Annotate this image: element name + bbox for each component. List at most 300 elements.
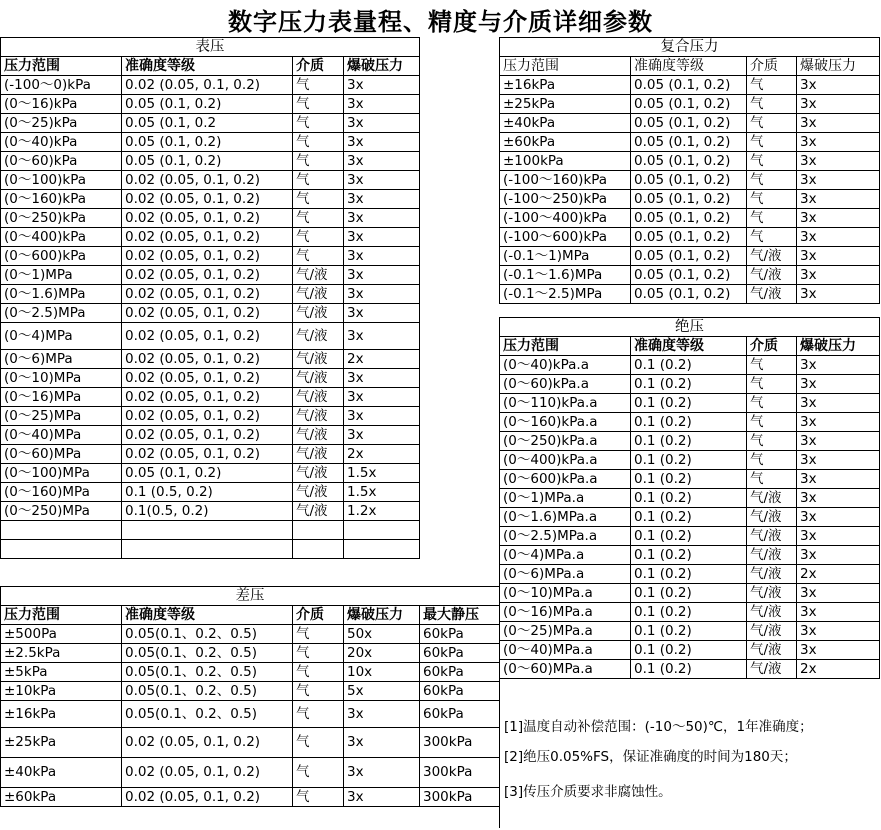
table-cell: 0.05 (0.1, 0.2) xyxy=(122,133,293,152)
compound-pressure-table xyxy=(499,37,880,304)
table-row xyxy=(500,432,880,451)
table-cell: 3x xyxy=(344,701,420,728)
table-cell: 0.05 (0.1, 0.2) xyxy=(631,95,747,114)
table-cell: 0.1 (0.2) xyxy=(631,470,747,489)
table-row xyxy=(1,426,420,445)
table-cell: 3x xyxy=(797,546,880,565)
table-cell: 气/液 xyxy=(747,565,797,584)
table-row xyxy=(500,565,880,584)
table-cell: 气/液 xyxy=(747,489,797,508)
table-cell: 0.1 (0.2) xyxy=(631,641,747,660)
table-cell: 0.02 (0.05, 0.1, 0.2) xyxy=(122,209,293,228)
table-cell: 3x xyxy=(344,76,420,95)
table-row xyxy=(500,356,880,375)
table-cell: 3x xyxy=(344,114,420,133)
table-cell: (0～16)MPa.a xyxy=(500,603,631,622)
table-cell: 0.02 (0.05, 0.1, 0.2) xyxy=(122,426,293,445)
table-cell: 3x xyxy=(344,209,420,228)
table-row xyxy=(500,413,880,432)
table-row xyxy=(1,76,420,95)
table-cell: (0～400)kPa.a xyxy=(500,451,631,470)
table-cell: 5x xyxy=(344,682,420,701)
table-cell: 0.1 (0.2) xyxy=(631,489,747,508)
table-cell: 3x xyxy=(344,133,420,152)
column-header-row xyxy=(500,57,880,76)
table-row xyxy=(500,266,880,285)
table-cell: 300kPa xyxy=(420,758,500,788)
table-cell: 20x xyxy=(344,644,420,663)
section-header-row xyxy=(1,587,500,606)
table-cell: (0～16)MPa xyxy=(1,388,122,407)
note-3: [3]传压介质要求非腐蚀性。 xyxy=(504,784,672,800)
table-row xyxy=(1,114,420,133)
table-cell: 2x xyxy=(797,660,880,679)
table-cell: 气 xyxy=(747,171,797,190)
blank-cell xyxy=(293,540,344,559)
table-cell: 3x xyxy=(797,489,880,508)
table-cell: 气 xyxy=(747,394,797,413)
table-cell: 3x xyxy=(797,356,880,375)
table-row xyxy=(500,133,880,152)
table-cell: (0～2.5)MPa xyxy=(1,304,122,323)
table-cell: 0.1 (0.2) xyxy=(631,394,747,413)
table-cell: (0～25)MPa.a xyxy=(500,622,631,641)
table-row xyxy=(1,483,420,502)
column-header: 介质 xyxy=(747,57,797,76)
table-cell: 0.05 (0.1, 0.2) xyxy=(631,247,747,266)
table-row xyxy=(1,369,420,388)
table-cell: (0～250)kPa xyxy=(1,209,122,228)
table-cell: 0.02 (0.05, 0.1, 0.2) xyxy=(122,190,293,209)
table-cell: 0.05 (0.1, 0.2) xyxy=(631,152,747,171)
section-title: 绝压 xyxy=(500,318,880,337)
table-cell: (0～40)kPa.a xyxy=(500,356,631,375)
table-row xyxy=(1,350,420,369)
table-cell: 0.02 (0.05, 0.1, 0.2) xyxy=(122,285,293,304)
table-cell: (0～100)MPa xyxy=(1,464,122,483)
table-cell: (0～1.6)MPa xyxy=(1,285,122,304)
table-cell: 气 xyxy=(747,95,797,114)
blank-row xyxy=(1,540,420,559)
table-cell: 气/液 xyxy=(293,502,344,521)
table-cell: 3x xyxy=(797,508,880,527)
table-cell: 气/液 xyxy=(293,369,344,388)
table-cell: 气/液 xyxy=(293,350,344,369)
column-header: 准确度等级 xyxy=(631,337,747,356)
table-row xyxy=(500,247,880,266)
table-cell: 气 xyxy=(293,76,344,95)
table-cell: 300kPa xyxy=(420,788,500,807)
table-cell: (-100～600)kPa xyxy=(500,228,631,247)
column-header: 介质 xyxy=(747,337,797,356)
table-cell: (0～40)kPa xyxy=(1,133,122,152)
blank-cell xyxy=(344,540,420,559)
table-cell: 3x xyxy=(344,228,420,247)
table-row xyxy=(500,375,880,394)
table-row xyxy=(500,76,880,95)
table-cell: 气 xyxy=(747,413,797,432)
table-cell: 3x xyxy=(344,788,420,807)
table-row xyxy=(500,190,880,209)
table-cell: 3x xyxy=(344,266,420,285)
table-cell: 气/液 xyxy=(747,622,797,641)
table-cell: ±60kPa xyxy=(500,133,631,152)
table-cell: 3x xyxy=(797,622,880,641)
table-cell: (0～250)kPa.a xyxy=(500,432,631,451)
table-cell: 0.1 (0.2) xyxy=(631,508,747,527)
table-cell: 0.02 (0.05, 0.1, 0.2) xyxy=(122,350,293,369)
table-cell: 0.02 (0.05, 0.1, 0.2) xyxy=(122,76,293,95)
table-cell: 3x xyxy=(344,369,420,388)
table-cell: 气/液 xyxy=(747,247,797,266)
blank-cell xyxy=(344,521,420,540)
table-cell: 气 xyxy=(293,95,344,114)
table-cell: (0～250)MPa xyxy=(1,502,122,521)
table-row xyxy=(500,622,880,641)
table-row xyxy=(1,247,420,266)
table-cell: (0～160)kPa.a xyxy=(500,413,631,432)
table-cell: 气 xyxy=(747,133,797,152)
table-cell: 气/液 xyxy=(293,304,344,323)
table-cell: 3x xyxy=(797,171,880,190)
table-cell: 气 xyxy=(293,190,344,209)
table-cell: 0.1 (0.5, 0.2) xyxy=(122,483,293,502)
table-cell: 60kPa xyxy=(420,701,500,728)
table-cell: 气 xyxy=(293,209,344,228)
column-header: 爆破压力 xyxy=(797,337,880,356)
table-cell: (0～110)kPa.a xyxy=(500,394,631,413)
column-header-row xyxy=(1,606,500,625)
table-row xyxy=(500,470,880,489)
column-header: 准确度等级 xyxy=(631,57,747,76)
table-row xyxy=(500,584,880,603)
column-header: 爆破压力 xyxy=(797,57,880,76)
table-cell: 0.02 (0.05, 0.1, 0.2) xyxy=(122,445,293,464)
table-cell: (0～25)kPa xyxy=(1,114,122,133)
table-cell: 50x xyxy=(344,625,420,644)
table-cell: (0～1)MPa.a xyxy=(500,489,631,508)
table-row xyxy=(500,546,880,565)
table-cell: 气/液 xyxy=(293,483,344,502)
column-header: 爆破压力 xyxy=(344,57,420,76)
table-cell: 3x xyxy=(344,407,420,426)
column-header: 压力范围 xyxy=(1,606,122,625)
table-cell: 0.05 (0.1, 0.2) xyxy=(631,171,747,190)
table-cell: 0.05(0.1、0.2、0.5) xyxy=(122,682,293,701)
column-header: 介质 xyxy=(293,606,344,625)
table-row xyxy=(1,464,420,483)
table-cell: 0.02 (0.05, 0.1, 0.2) xyxy=(122,228,293,247)
table-cell: 2x xyxy=(344,445,420,464)
table-row xyxy=(1,304,420,323)
section-header-row xyxy=(500,38,880,57)
table-cell: 气/液 xyxy=(293,266,344,285)
table-cell: 0.1 (0.2) xyxy=(631,584,747,603)
table-cell: 0.02 (0.05, 0.1, 0.2) xyxy=(122,247,293,266)
table-cell: 3x xyxy=(344,304,420,323)
table-cell: 0.1(0.5, 0.2) xyxy=(122,502,293,521)
table-row xyxy=(1,758,500,788)
table-cell: 3x xyxy=(344,247,420,266)
table-cell: 0.1 (0.2) xyxy=(631,660,747,679)
table-row xyxy=(1,502,420,521)
table-cell: 3x xyxy=(344,728,420,758)
table-cell: 气 xyxy=(293,625,344,644)
table-cell: 3x xyxy=(797,247,880,266)
table-cell: ±25kPa xyxy=(1,728,122,758)
column-header: 压力范围 xyxy=(1,57,122,76)
table-cell: 3x xyxy=(797,603,880,622)
table-cell: 1.2x xyxy=(344,502,420,521)
table-cell: ±5kPa xyxy=(1,663,122,682)
table-cell: 0.1 (0.2) xyxy=(631,565,747,584)
column-header: 准确度等级 xyxy=(122,57,293,76)
table-row xyxy=(500,603,880,622)
table-cell: ±16kPa xyxy=(1,701,122,728)
table-cell: 3x xyxy=(344,426,420,445)
table-cell: 0.05 (0.1, 0.2) xyxy=(631,76,747,95)
table-cell: 3x xyxy=(344,388,420,407)
table-cell: ±100kPa xyxy=(500,152,631,171)
table-cell: 气 xyxy=(747,190,797,209)
table-cell: 气/液 xyxy=(293,285,344,304)
table-cell: 0.02 (0.05, 0.1, 0.2) xyxy=(122,171,293,190)
table-cell: ±60kPa xyxy=(1,788,122,807)
absolute-pressure-table xyxy=(499,317,880,679)
table-cell: 气/液 xyxy=(747,285,797,304)
table-row xyxy=(1,663,500,682)
table-cell: 气 xyxy=(293,682,344,701)
section-title: 表压 xyxy=(1,38,420,57)
table-cell: (0～60)kPa xyxy=(1,152,122,171)
table-cell: 0.02 (0.05, 0.1, 0.2) xyxy=(122,304,293,323)
table-row xyxy=(1,190,420,209)
table-row xyxy=(1,171,420,190)
table-cell: 3x xyxy=(797,413,880,432)
table-cell: 0.1 (0.2) xyxy=(631,603,747,622)
table-cell: (0～6)MPa.a xyxy=(500,565,631,584)
table-cell: 0.02 (0.05, 0.1, 0.2) xyxy=(122,266,293,285)
table-cell: 3x xyxy=(344,171,420,190)
table-cell: 气 xyxy=(293,701,344,728)
table-cell: 3x xyxy=(797,133,880,152)
table-cell: 气 xyxy=(293,728,344,758)
blank-cell xyxy=(122,521,293,540)
table-row xyxy=(500,209,880,228)
table-cell: 3x xyxy=(797,266,880,285)
table-cell: 0.05(0.1、0.2、0.5) xyxy=(122,663,293,682)
table-cell: 0.05 (0.1, 0.2) xyxy=(631,190,747,209)
table-cell: (0～600)kPa.a xyxy=(500,470,631,489)
table-cell: ±25kPa xyxy=(500,95,631,114)
table-cell: 0.02 (0.05, 0.1, 0.2) xyxy=(122,758,293,788)
table-cell: (-100～160)kPa xyxy=(500,171,631,190)
column-header-row xyxy=(1,57,420,76)
table-cell: 0.1 (0.2) xyxy=(631,546,747,565)
table-row xyxy=(500,285,880,304)
table-cell: 气/液 xyxy=(293,407,344,426)
table-cell: 0.05 (0.1, 0.2) xyxy=(122,95,293,114)
table-cell: 气 xyxy=(293,663,344,682)
table-cell: (0～16)kPa xyxy=(1,95,122,114)
table-cell: 1.5x xyxy=(344,464,420,483)
table-cell: (-0.1～1.6)MPa xyxy=(500,266,631,285)
table-cell: (0～1)MPa xyxy=(1,266,122,285)
table-cell: 0.02 (0.05, 0.1, 0.2) xyxy=(122,728,293,758)
table-cell: (0～60)MPa xyxy=(1,445,122,464)
table-cell: 3x xyxy=(344,95,420,114)
table-cell: (0～1.6)MPa.a xyxy=(500,508,631,527)
table-cell: 气/液 xyxy=(293,445,344,464)
table-cell: 3x xyxy=(344,285,420,304)
table-cell: 气 xyxy=(747,114,797,133)
table-cell: (0～2.5)MPa.a xyxy=(500,527,631,546)
table-cell: 气/液 xyxy=(293,388,344,407)
table-cell: 气/液 xyxy=(747,641,797,660)
table-cell: (0～4)MPa xyxy=(1,323,122,350)
table-row xyxy=(500,152,880,171)
table-cell: 气 xyxy=(293,247,344,266)
table-row xyxy=(1,788,500,807)
table-cell: (0～10)MPa xyxy=(1,369,122,388)
table-cell: 10x xyxy=(344,663,420,682)
column-header: 压力范围 xyxy=(500,337,631,356)
table-cell: (0～100)kPa xyxy=(1,171,122,190)
table-row xyxy=(500,394,880,413)
page-title: 数字压力表量程、精度与介质详细参数 xyxy=(228,8,653,36)
blank-row xyxy=(1,521,420,540)
table-row xyxy=(1,388,420,407)
column-header: 准确度等级 xyxy=(122,606,293,625)
table-row xyxy=(1,209,420,228)
table-cell: (0～60)MPa.a xyxy=(500,660,631,679)
differential-pressure-table xyxy=(0,586,500,807)
table-row xyxy=(1,152,420,171)
table-cell: 3x xyxy=(797,432,880,451)
table-cell: 3x xyxy=(797,114,880,133)
table-cell: ±500Pa xyxy=(1,625,122,644)
table-cell: 气/液 xyxy=(747,508,797,527)
table-cell: 气/液 xyxy=(747,546,797,565)
table-cell: 0.1 (0.2) xyxy=(631,375,747,394)
table-cell: 2x xyxy=(344,350,420,369)
table-cell: 气 xyxy=(293,644,344,663)
table-cell: 0.02 (0.05, 0.1, 0.2) xyxy=(122,788,293,807)
table-cell: (-0.1～2.5)MPa xyxy=(500,285,631,304)
section-header-row xyxy=(500,318,880,337)
table-cell: ±40kPa xyxy=(500,114,631,133)
table-cell: 0.05 (0.1, 0.2) xyxy=(631,209,747,228)
table-cell: 0.1 (0.2) xyxy=(631,356,747,375)
table-cell: 气 xyxy=(293,133,344,152)
table-cell: 气 xyxy=(747,356,797,375)
table-row xyxy=(1,407,420,426)
table-cell: 60kPa xyxy=(420,644,500,663)
table-cell: 气 xyxy=(293,114,344,133)
table-cell: (0～6)MPa xyxy=(1,350,122,369)
column-header-row xyxy=(500,337,880,356)
table-cell: (-0.1～1)MPa xyxy=(500,247,631,266)
table-cell: (0～600)kPa xyxy=(1,247,122,266)
table-cell: 气 xyxy=(747,152,797,171)
table-cell: 0.05 (0.1, 0.2) xyxy=(631,266,747,285)
table-cell: 3x xyxy=(797,152,880,171)
table-row xyxy=(1,228,420,247)
table-cell: 0.1 (0.2) xyxy=(631,432,747,451)
table-cell: 1.5x xyxy=(344,483,420,502)
table-cell: (0～400)kPa xyxy=(1,228,122,247)
blank-cell xyxy=(1,521,122,540)
blank-cell xyxy=(1,540,122,559)
table-cell: 0.1 (0.2) xyxy=(631,451,747,470)
table-row xyxy=(500,451,880,470)
table-cell: (-100～400)kPa xyxy=(500,209,631,228)
table-row xyxy=(1,266,420,285)
table-cell: 3x xyxy=(797,76,880,95)
table-cell: 0.02 (0.05, 0.1, 0.2) xyxy=(122,388,293,407)
table-cell: 气 xyxy=(293,171,344,190)
table-cell: 0.05(0.1、0.2、0.5) xyxy=(122,701,293,728)
table-cell: 0.05(0.1、0.2、0.5) xyxy=(122,644,293,663)
table-row xyxy=(500,508,880,527)
column-header: 最大静压 xyxy=(420,606,500,625)
table-cell: (0～40)MPa xyxy=(1,426,122,445)
blank-cell xyxy=(293,521,344,540)
table-cell: 气 xyxy=(293,228,344,247)
table-cell: 3x xyxy=(797,451,880,470)
table-row xyxy=(500,527,880,546)
table-row xyxy=(1,682,500,701)
table-row xyxy=(1,323,420,350)
table-cell: 气 xyxy=(747,432,797,451)
table-row xyxy=(500,489,880,508)
section-title: 复合压力 xyxy=(500,38,880,57)
gauge-pressure-table xyxy=(0,37,420,559)
table-cell: 3x xyxy=(797,190,880,209)
table-row xyxy=(1,625,500,644)
table-cell: 60kPa xyxy=(420,682,500,701)
table-cell: 气/液 xyxy=(293,464,344,483)
table-cell: 气/液 xyxy=(293,426,344,445)
table-cell: 3x xyxy=(797,95,880,114)
table-row xyxy=(500,641,880,660)
table-cell: 3x xyxy=(344,323,420,350)
table-cell: 300kPa xyxy=(420,728,500,758)
table-cell: 气 xyxy=(747,375,797,394)
table-cell: 0.02 (0.05, 0.1, 0.2) xyxy=(122,323,293,350)
table-cell: 气 xyxy=(293,758,344,788)
table-cell: 气/液 xyxy=(747,527,797,546)
notes-panel xyxy=(499,710,879,828)
table-cell: 3x xyxy=(797,584,880,603)
table-cell: 0.05 (0.1, 0.2) xyxy=(631,114,747,133)
table-cell: 0.05 (0.1, 0.2) xyxy=(631,133,747,152)
table-cell: (-100～250)kPa xyxy=(500,190,631,209)
table-row xyxy=(1,728,500,758)
table-cell: 3x xyxy=(797,285,880,304)
table-cell: 气 xyxy=(747,76,797,95)
table-cell: (0～4)MPa.a xyxy=(500,546,631,565)
table-row xyxy=(500,95,880,114)
table-cell: 3x xyxy=(797,470,880,489)
table-cell: 0.05(0.1、0.2、0.5) xyxy=(122,625,293,644)
table-cell: 气/液 xyxy=(747,584,797,603)
table-cell: 0.1 (0.2) xyxy=(631,413,747,432)
table-cell: 0.05 (0.1, 0.2) xyxy=(122,464,293,483)
column-header: 介质 xyxy=(293,57,344,76)
table-cell: 3x xyxy=(797,394,880,413)
table-cell: 0.05 (0.1, 0.2) xyxy=(631,285,747,304)
